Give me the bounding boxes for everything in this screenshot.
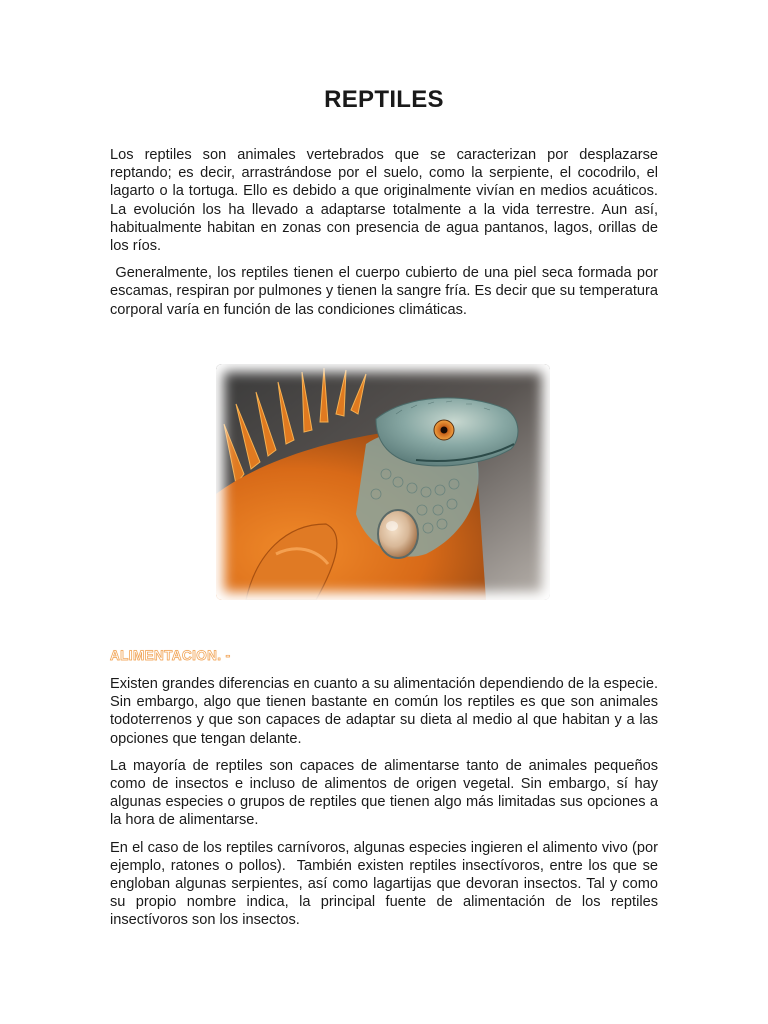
intro-paragraph-1: Los reptiles son animales vertebrados que se caracterizan por desplazarse reptando; es decir, arrastrándose por el suelo, como la serpiente, el cocodrilo, el lagarto o la tortuga. Ello es debido a que originalmente vivían en medios acuáticos. La evolución los ha llevado a adaptarse totalmente a la vida terrestre. Aun así, habitualmente habitan en zonas con presencia de agua pantanos, lagos, orillas de los ríos. [110, 147, 658, 255]
intro-section [110, 146, 663, 319]
alimentacion-section [110, 675, 663, 930]
page-title: REPTILES [324, 86, 444, 113]
food-paragraph-1: Existen grandes diferencias en cuanto a su alimentación dependiendo de la especie. Sin embargo, algo que tienen bastante en común los reptiles es que son animales todoterrenos y que son capaces de adaptar su dieta al medio al que habitan y a las opciones que tengan delante. [110, 676, 658, 747]
iguana-photo [216, 364, 550, 600]
section-heading-alimentacion: ALIMENTACION. - [110, 648, 231, 663]
intro-paragraph-2: Generalmente, los reptiles tienen el cuerpo cubierto de una piel seca formada por escamas, respiran por pulmones y tienen la sangre fría. Es decir que su temperatura corporal varía en función de las condiciones climáticas. [110, 265, 663, 318]
iguana-illustration [216, 364, 550, 600]
food-paragraph-3: En el caso de los reptiles carnívoros, algunas especies ingieren el alimento vivo (por ejemplo, ratones o pollos). También existen reptiles insectívoros, entre los que se engloban algunas serpientes, así como lagartijas que devoran insectos. Tal y como su propio nombre indica, la principal fuente de alimentación de los reptiles insectívoros son los insectos. [110, 839, 663, 929]
food-paragraph-2: La mayoría de reptiles son capaces de alimentarse tanto de animales pequeños como de insectos e incluso de alimentos de origen vegetal. Sin embargo, sí hay algunas especies o grupos de reptiles que tienen algo más limitadas sus opciones a la hora de alimentarse. [110, 757, 658, 829]
